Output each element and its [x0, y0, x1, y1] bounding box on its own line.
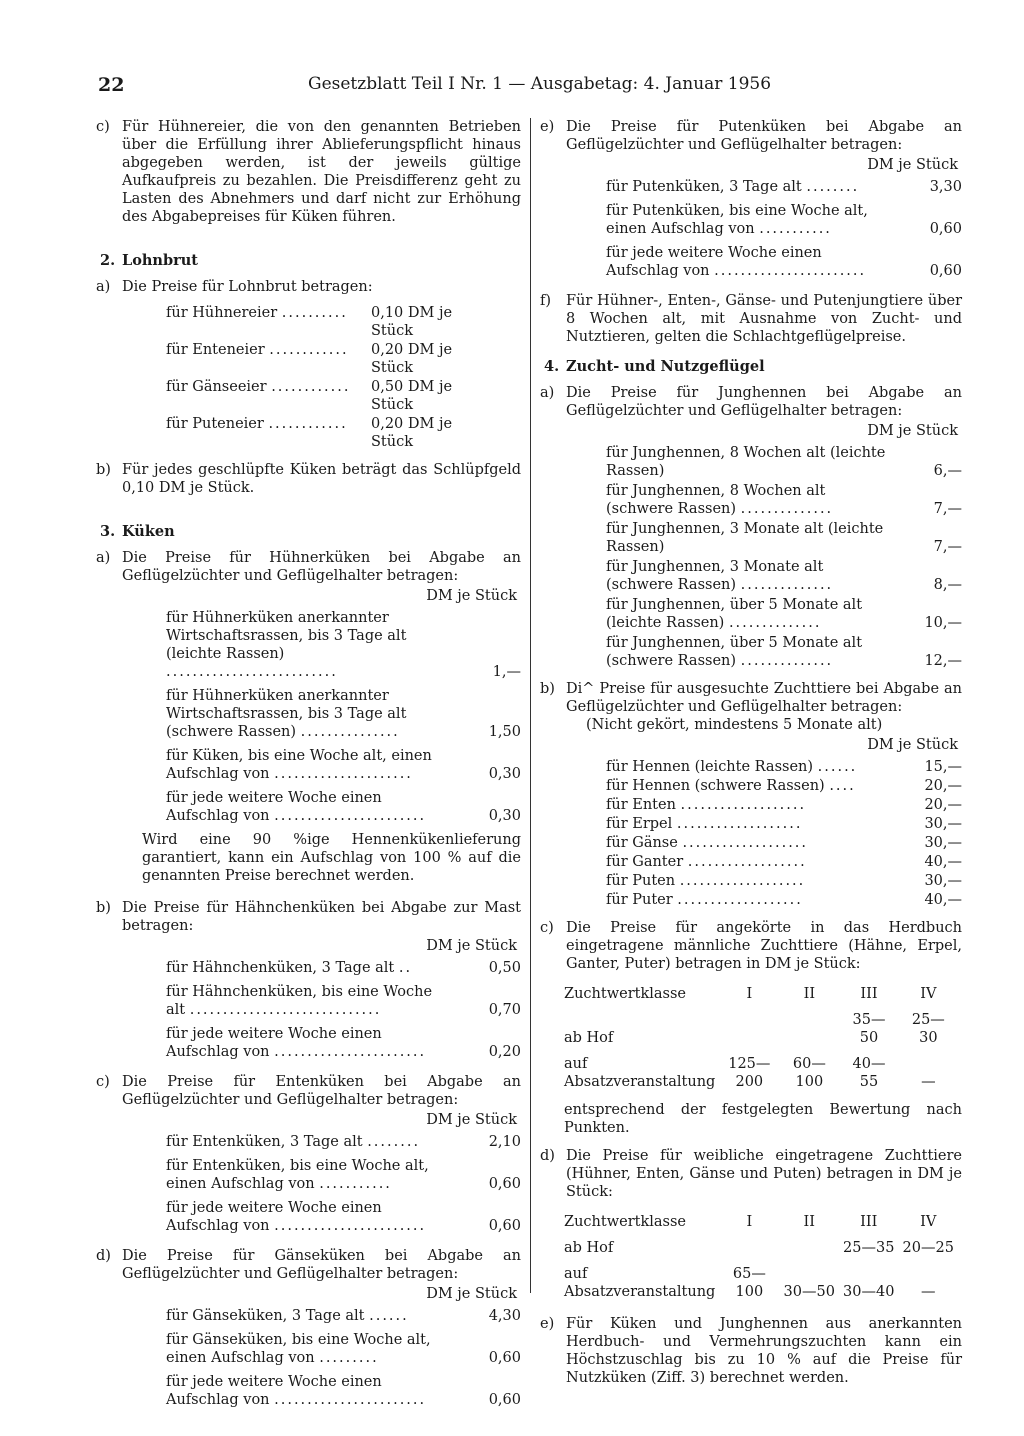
item-label: d): [540, 1148, 555, 1164]
price-row: [166, 1307, 521, 1325]
price-list-3a: [166, 609, 521, 825]
leader-dots: ..............: [728, 615, 822, 631]
leader-dots: ......: [369, 1308, 409, 1324]
price-list-3b: [166, 959, 521, 1061]
table-cell: ab Hof: [564, 1240, 614, 1256]
table-cell: II: [803, 1214, 815, 1230]
price-value: 40,—: [924, 892, 962, 908]
leader-dots: ..............: [740, 577, 834, 593]
price-row: [606, 178, 962, 196]
table-row: [564, 1235, 962, 1261]
section-heading-lohnbrut: [100, 252, 521, 270]
price-row: [606, 244, 962, 280]
price-value: 7,—: [933, 501, 962, 517]
price-row: [166, 1157, 521, 1193]
price-value: 0,60: [929, 221, 962, 237]
price-row: [606, 853, 962, 871]
price-row: [606, 758, 962, 776]
price-row: [166, 1331, 521, 1367]
price-row: [166, 1373, 521, 1409]
leader-dots: ......: [817, 759, 858, 775]
item-text: Die Preise für Lohnbrut betragen:: [122, 279, 373, 295]
price-desc: für Entenküken, 3 Tage alt: [166, 1134, 363, 1150]
leader-dots: ...................: [676, 816, 803, 832]
price-row: [166, 341, 521, 377]
leader-dots: ...................: [680, 797, 807, 813]
item-text: Di^ Preise für ausgesuchte Zuchttiere bei Abgabe an Geflügelzüchter und Geflügelhalter betragen:: [566, 681, 962, 715]
table-row: [564, 1007, 962, 1051]
table-cell: 20—25: [902, 1240, 954, 1256]
leader-dots: .......................: [274, 1218, 427, 1234]
price-desc: für Hühnerküken anerkannter Wirtschaftsrassen, bis 3 Tage alt (leichte Rassen): [166, 610, 407, 662]
female-breeding-price-table: [564, 1209, 962, 1305]
price-value: 2,10: [488, 1134, 521, 1150]
table-cell: 30—40: [843, 1284, 895, 1300]
item-label: b): [540, 681, 555, 697]
price-row: [606, 634, 962, 670]
leader-dots: ............: [269, 342, 349, 358]
price-value: 30,—: [924, 873, 962, 889]
table-cell: III: [860, 986, 878, 1002]
price-value: 0,20: [488, 1044, 521, 1060]
leader-dots: ....: [829, 778, 856, 794]
item-text: Die Preise für weibliche eingetragene Zuchttiere (Hühner, Enten, Gänse und Puten) betragen in DM je Stück:: [566, 1148, 962, 1200]
header-title: Gesetzblatt Teil I Nr. 1 — Ausgabetag: 4. Januar 1956: [308, 74, 772, 94]
item-text: Für Küken und Junghennen aus anerkannten Herdbuch- und Vermehrungszuchten kann ein Höchstzuschlag bis zu 10 % auf die Preise für Nutzküken (Ziff. 3) berechnet werden.: [566, 1316, 962, 1386]
price-list-4a: [606, 444, 962, 670]
section-number: 3.: [100, 523, 116, 540]
price-list-3d: [166, 1307, 521, 1409]
price-desc: für Ganter: [606, 854, 684, 870]
leader-dots: ...........: [759, 221, 832, 237]
price-value: 1,—: [492, 664, 521, 680]
table-cell: —: [921, 1074, 936, 1090]
leader-dots: .......................: [274, 1392, 427, 1408]
column-divider: [530, 118, 531, 1293]
price-desc: für Erpel: [606, 816, 673, 832]
price-value: 0,60: [488, 1218, 521, 1234]
guarantee-note: Wird eine 90 %ige Hennenkükenlieferung garantiert, kann ein Aufschlag von 100 % auf die genannten Preise berechnet werden.: [142, 832, 521, 884]
price-row: [606, 815, 962, 833]
evaluation-note: entsprechend der festgelegten Bewertung nach Punkten.: [564, 1102, 962, 1136]
price-value: 0,20 DM je Stück: [371, 342, 453, 376]
price-value: 8,—: [933, 577, 962, 593]
leader-dots: ............: [271, 379, 351, 395]
price-desc: für jede weitere Woche einen Aufschlag von: [166, 790, 382, 824]
price-desc: für Gänseküken, 3 Tage alt: [166, 1308, 365, 1324]
breeding-note: (Nicht gekört, mindestens 5 Monate alt): [586, 717, 883, 733]
price-value: 0,20 DM je Stück: [371, 416, 453, 450]
price-row: [606, 596, 962, 632]
unit-label: DM je Stück: [426, 1112, 517, 1128]
price-value: 15,—: [924, 759, 962, 775]
price-value: 0,30: [488, 808, 521, 824]
item-text: Die Preise für Putenküken bei Abgabe an Geflügelzüchter und Geflügelhalter betragen:: [566, 119, 962, 153]
price-desc: für jede weitere Woche einen Aufschlag von: [166, 1374, 382, 1408]
price-desc: für Hennen (schwere Rassen): [606, 778, 825, 794]
item-label: a): [96, 550, 111, 566]
paragraph-3f: [540, 292, 962, 346]
price-desc: für jede weitere Woche einen Aufschlag von: [166, 1026, 382, 1060]
table-cell: IV: [920, 1214, 937, 1230]
section-number: 4.: [544, 358, 560, 375]
price-desc: für Putenküken, 3 Tage alt: [606, 179, 802, 195]
price-desc: für Enten: [606, 797, 676, 813]
item-label: a): [540, 385, 555, 401]
table-header-row: [564, 981, 962, 1007]
item-text: Die Preise für Junghennen bei Abgabe an Geflügelzüchter und Geflügelhalter betragen:: [566, 385, 962, 419]
paragraph-4a: [540, 384, 962, 420]
page-number: 22: [98, 74, 125, 96]
item-text: Die Preise für Hühnerküken bei Abgabe an Geflügelzüchter und Geflügelhalter betragen:: [122, 550, 521, 584]
leader-dots: .........: [319, 1350, 379, 1366]
price-row: [166, 687, 521, 741]
price-row: [606, 834, 962, 852]
price-desc: für Hähnchenküken, 3 Tage alt: [166, 960, 395, 976]
price-value: 0,30: [488, 766, 521, 782]
price-desc: für Junghennen, über 5 Monate alt (schwere Rassen): [606, 635, 863, 669]
price-value: 30,—: [924, 835, 962, 851]
price-list-3c: [166, 1133, 521, 1235]
price-value: 6,—: [933, 463, 962, 479]
price-desc: für jede weitere Woche einen Aufschlag von: [606, 245, 822, 279]
item-text: Für Hühnereier, die von den genannten Betrieben über die Erfüllung ihrer Ablieferungspflicht hinaus abgegeben werden, ist der jeweils gültige Aufkaufpreis zu bezahlen. Die Preisdifferenz geht zu Lasten des Abnehmers und darf nicht zur Erhöhung des Abgabepreises für Küken führen.: [122, 119, 521, 225]
price-desc: für Junghennen, 3 Monate alt (schwere Rassen): [606, 559, 824, 593]
price-row: [166, 1025, 521, 1061]
price-value: 3,30: [929, 179, 962, 195]
table-cell: III: [860, 1214, 878, 1230]
table-cell: 65—100: [732, 1266, 766, 1300]
paragraph-3c: [96, 1073, 521, 1109]
paragraph-c: [96, 118, 521, 226]
table-cell: [723, 1235, 783, 1261]
table-cell: auf Absatzveranstaltung: [564, 1056, 716, 1090]
right-column: [540, 118, 962, 1387]
price-desc: für Hühnereier: [166, 305, 278, 321]
price-value: 12,—: [924, 653, 962, 669]
price-row: [606, 482, 962, 518]
price-row: [166, 1199, 521, 1235]
item-label: c): [96, 1074, 110, 1090]
price-value: 0,60: [488, 1176, 521, 1192]
price-value: 0,60: [929, 263, 962, 279]
paragraph-4e: [540, 1315, 962, 1387]
section-title: Lohnbrut: [122, 252, 198, 269]
price-row: [166, 304, 521, 340]
item-label: e): [540, 1316, 555, 1332]
leader-dots: ...................: [682, 835, 809, 851]
leader-dots: ...........: [319, 1176, 392, 1192]
paragraph-3d: [96, 1247, 521, 1283]
price-value: 20,—: [924, 778, 962, 794]
paragraph-4c: [540, 919, 962, 973]
price-row: [166, 983, 521, 1019]
price-row: [606, 444, 962, 480]
price-value: 0,60: [488, 1350, 521, 1366]
unit-label: DM je Stück: [867, 423, 958, 439]
table-cell: 35—50: [852, 1012, 886, 1046]
price-desc: für Gänseküken, bis eine Woche alt, einen Aufschlag von: [166, 1332, 431, 1366]
table-cell: I: [746, 1214, 753, 1230]
section-heading-zucht: [544, 358, 962, 376]
paragraph-4d: [540, 1147, 962, 1201]
item-label: d): [96, 1248, 111, 1264]
leader-dots: .......................: [714, 263, 867, 279]
item-label: e): [540, 119, 555, 135]
price-row: [606, 872, 962, 890]
unit-label: DM je Stück: [867, 737, 958, 753]
leader-dots: ..........................: [166, 664, 338, 680]
price-desc: für Entenküken, bis eine Woche alt, einen Aufschlag von: [166, 1158, 429, 1192]
leader-dots: ..............: [740, 501, 834, 517]
price-value: 0,10 DM je Stück: [371, 305, 453, 339]
leader-dots: ..: [398, 960, 413, 976]
paragraph-4b: [540, 680, 962, 716]
section-heading-kueken: [100, 523, 521, 541]
unit-label: DM je Stück: [867, 157, 958, 173]
price-desc: für Küken, bis eine Woche alt, einen Aufschlag von: [166, 748, 432, 782]
unit-label: DM je Stück: [426, 588, 517, 604]
price-value: 20,—: [924, 797, 962, 813]
item-text: Die Preise für Hähnchenküken bei Abgabe zur Mast betragen:: [122, 900, 521, 934]
table-cell: I: [746, 986, 753, 1002]
price-desc: für Junghennen, 8 Wochen alt (leichte Rassen): [606, 445, 886, 479]
leader-dots: ........: [806, 179, 860, 195]
item-label: f): [540, 293, 552, 309]
paragraph-2a: [96, 278, 521, 296]
paragraph-3e: [540, 118, 962, 154]
leader-dots: ..........: [281, 305, 348, 321]
price-desc: für Puteneier: [166, 416, 264, 432]
price-desc: für Junghennen, 3 Monate alt (leichte Rassen): [606, 521, 884, 555]
price-desc: für Puten: [606, 873, 676, 889]
lohnbrut-price-list: [166, 304, 521, 451]
price-value: 0,60: [488, 1392, 521, 1408]
table-row: [564, 1261, 962, 1305]
price-desc: für Gänseeier: [166, 379, 267, 395]
price-row: [166, 959, 521, 977]
price-row: [606, 520, 962, 556]
page-header: [96, 72, 956, 102]
leader-dots: ...................: [679, 873, 806, 889]
table-cell: ab Hof: [564, 1030, 614, 1046]
item-text: Für jedes geschlüpfte Küken beträgt das Schlüpfgeld 0,10 DM je Stück.: [122, 462, 521, 496]
price-row: [166, 378, 521, 414]
price-value: 0,50 DM je Stück: [371, 379, 453, 413]
item-label: c): [540, 920, 554, 936]
price-desc: für Hennen (leichte Rassen): [606, 759, 814, 775]
price-desc: für Putenküken, bis eine Woche alt, einen Aufschlag von: [606, 203, 868, 237]
table-cell: 40—55: [852, 1056, 886, 1090]
item-text: Die Preise für Gänseküken bei Abgabe an Geflügelzüchter und Geflügelhalter betragen:: [122, 1248, 521, 1282]
table-cell: 25—30: [911, 1012, 945, 1046]
table-cell: 25—35: [843, 1240, 895, 1256]
table-cell: Zuchtwertklasse: [564, 986, 686, 1002]
leader-dots: .......................: [274, 808, 427, 824]
price-value: 1,50: [488, 724, 521, 740]
leader-dots: ............: [268, 416, 348, 432]
price-desc: für Puter: [606, 892, 673, 908]
price-desc: für Junghennen, über 5 Monate alt (leichte Rassen): [606, 597, 863, 631]
male-breeding-price-table: [564, 981, 962, 1095]
section-number: 2.: [100, 252, 116, 269]
table-cell: [783, 1007, 843, 1051]
item-label: b): [96, 900, 111, 916]
leader-dots: .......................: [274, 1044, 427, 1060]
section-title: Küken: [122, 523, 175, 540]
price-row: [166, 747, 521, 783]
price-row: [166, 1133, 521, 1151]
table-cell: [783, 1235, 843, 1261]
price-value: 7,—: [933, 539, 962, 555]
unit-label: DM je Stück: [426, 938, 517, 954]
table-cell: auf Absatzveranstaltung: [564, 1266, 716, 1300]
leader-dots: ...............: [300, 724, 400, 740]
price-row: [606, 777, 962, 795]
price-value: 4,30: [488, 1308, 521, 1324]
item-label: b): [96, 462, 111, 478]
price-desc: für Junghennen, 8 Wochen alt (schwere Rassen): [606, 483, 826, 517]
price-desc: für Enteneier: [166, 342, 265, 358]
table-cell: [723, 1007, 783, 1051]
item-text: Für Hühner-, Enten-, Gänse- und Putenjungtiere über 8 Wochen alt, mit Ausnahme von Zucht- und Nutztieren, gelten die Schlachtgeflügelpreise.: [566, 293, 962, 345]
paragraph-2b: [96, 461, 521, 497]
price-value: 10,—: [924, 615, 962, 631]
price-desc: für Hühnerküken anerkannter Wirtschaftsrassen, bis 3 Tage alt (schwere Rassen): [166, 688, 407, 740]
price-row: [606, 202, 962, 238]
leader-dots: .....................: [274, 766, 413, 782]
paragraph-3b: [96, 899, 521, 935]
price-value: 40,—: [924, 854, 962, 870]
table-row: [564, 1051, 962, 1095]
price-row: [606, 558, 962, 594]
price-row: [166, 609, 521, 681]
item-label: a): [96, 279, 111, 295]
price-value: 30,—: [924, 816, 962, 832]
price-row: [606, 891, 962, 909]
price-list-4b: [606, 758, 962, 909]
paragraph-3a: [96, 549, 521, 585]
table-cell: 60—100: [792, 1056, 826, 1090]
leader-dots: .............................: [189, 1002, 382, 1018]
leader-dots: ..............: [740, 653, 834, 669]
unit-label: DM je Stück: [426, 1286, 517, 1302]
section-title: Zucht- und Nutzgeflügel: [566, 358, 765, 375]
table-cell: II: [803, 986, 816, 1002]
table-cell: 30—50: [783, 1284, 835, 1300]
item-text: Die Preise für Entenküken bei Abgabe an Geflügelzüchter und Geflügelhalter betragen:: [122, 1074, 521, 1108]
price-desc: für Gänse: [606, 835, 678, 851]
price-row: [606, 796, 962, 814]
price-list-3e: [606, 178, 962, 280]
item-label: c): [96, 119, 110, 135]
price-value: 0,70: [488, 1002, 521, 1018]
price-value: 0,50: [488, 960, 521, 976]
price-desc: für Hähnchenküken, bis eine Woche alt: [166, 984, 433, 1018]
table-cell: IV: [920, 986, 937, 1002]
table-header-row: [564, 1209, 962, 1235]
leader-dots: ..................: [687, 854, 807, 870]
price-row: [166, 415, 521, 451]
left-column: [96, 118, 521, 1415]
table-cell: 125—200: [728, 1056, 771, 1090]
price-row: [166, 789, 521, 825]
table-cell: Zuchtwertklasse: [564, 1214, 686, 1230]
item-text: Die Preise für angekörte in das Herdbuch eingetragene männliche Zuchttiere (Hähne, Erpel, Ganter, Puter) betragen in DM je Stück:: [566, 920, 962, 972]
leader-dots: ...................: [677, 892, 803, 908]
leader-dots: ........: [367, 1134, 421, 1150]
price-desc: für jede weitere Woche einen Aufschlag von: [166, 1200, 382, 1234]
table-cell: —: [920, 1284, 936, 1300]
